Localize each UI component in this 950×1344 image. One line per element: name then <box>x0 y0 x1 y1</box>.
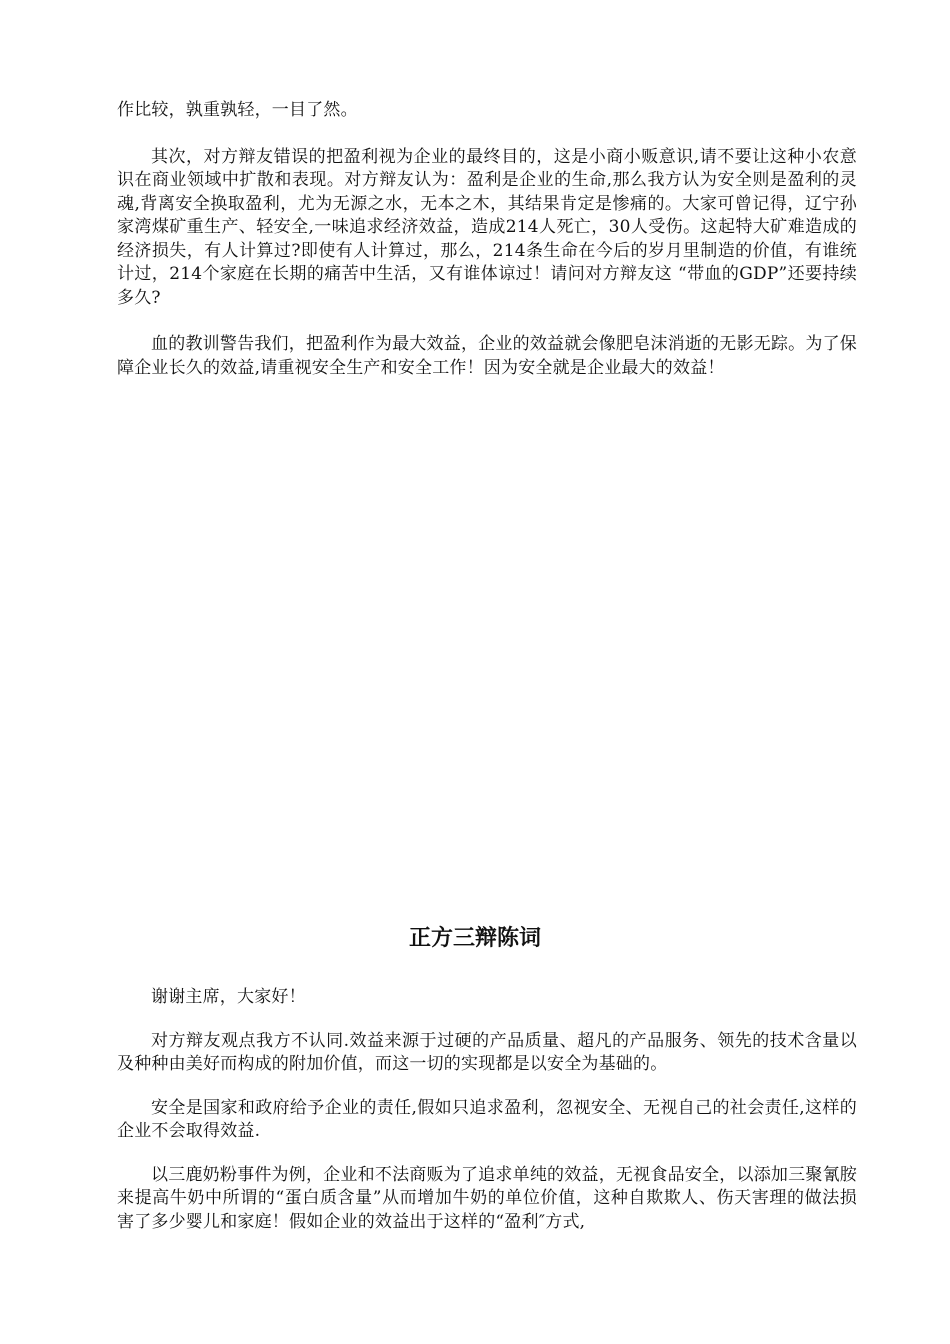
paragraph-responsibility: 安全是国家和政府给予企业的责任,假如只追求盈利，忽视安全、无视自己的社会责任,这样的企业不会取得效益. <box>117 1097 857 1141</box>
paragraph-second-argument: 其次，对方辩友错误的把盈利视为企业的最终目的，这是小商小贩意识,请不要让这种小农意识在商业领域中扩散和表现。对方辩友认为：盈利是企业的生命,那么我方认为安全则是盈利的灵魂,背离安全换取盈利，尤为无源之水，无本之木，其结果肯定是惨痛的。大家可曾记得，辽宁孙家湾煤矿重生产、轻安全,一味追求经济效益，造成214人死亡，30人受伤。这起特大矿难造成的经济损失，有人计算过?即使有人计算过，那么，214条生命在今后的岁月里制造的价值，有谁统计过，214个家庭在长期的痛苦中生活，又有谁体谅过！请问对方辩友这 “带血的GDP”还要持续多久? <box>117 146 857 308</box>
paragraph-continuation: 作比较，孰重孰轻，一目了然。 <box>117 100 358 120</box>
paragraph-example: 以三鹿奶粉事件为例，企业和不法商贩为了追求单纯的效益，无视食品安全，以添加三聚氰胺来提高牛奶中所谓的“蛋白质含量”从而增加牛奶的单位价值，这种自欺欺人、伤天害理的做法损害了多少婴儿和家庭！假如企业的效益出于这样的“盈利″方式, <box>117 1164 857 1232</box>
paragraph-conclusion: 血的教训警告我们，把盈利作为最大效益，企业的效益就会像肥皂沫消逝的无影无踪。为了保障企业长久的效益,请重视安全生产和安全工作！因为安全就是企业最大的效益！ <box>117 334 857 378</box>
paragraph-greeting: 谢谢主席，大家好！ <box>151 987 306 1007</box>
page-2-body <box>117 986 857 1234</box>
paragraph-rebuttal: 对方辩友观点我方不认同.效益来源于过硬的产品质量、超凡的产品服务、领先的技术含量以及种种由美好而构成的附加价值，而这一切的实现都是以安全为基础的。 <box>117 1030 857 1074</box>
page-1-body <box>117 99 857 380</box>
section-heading: 正方三辩陈词 <box>408 926 541 951</box>
